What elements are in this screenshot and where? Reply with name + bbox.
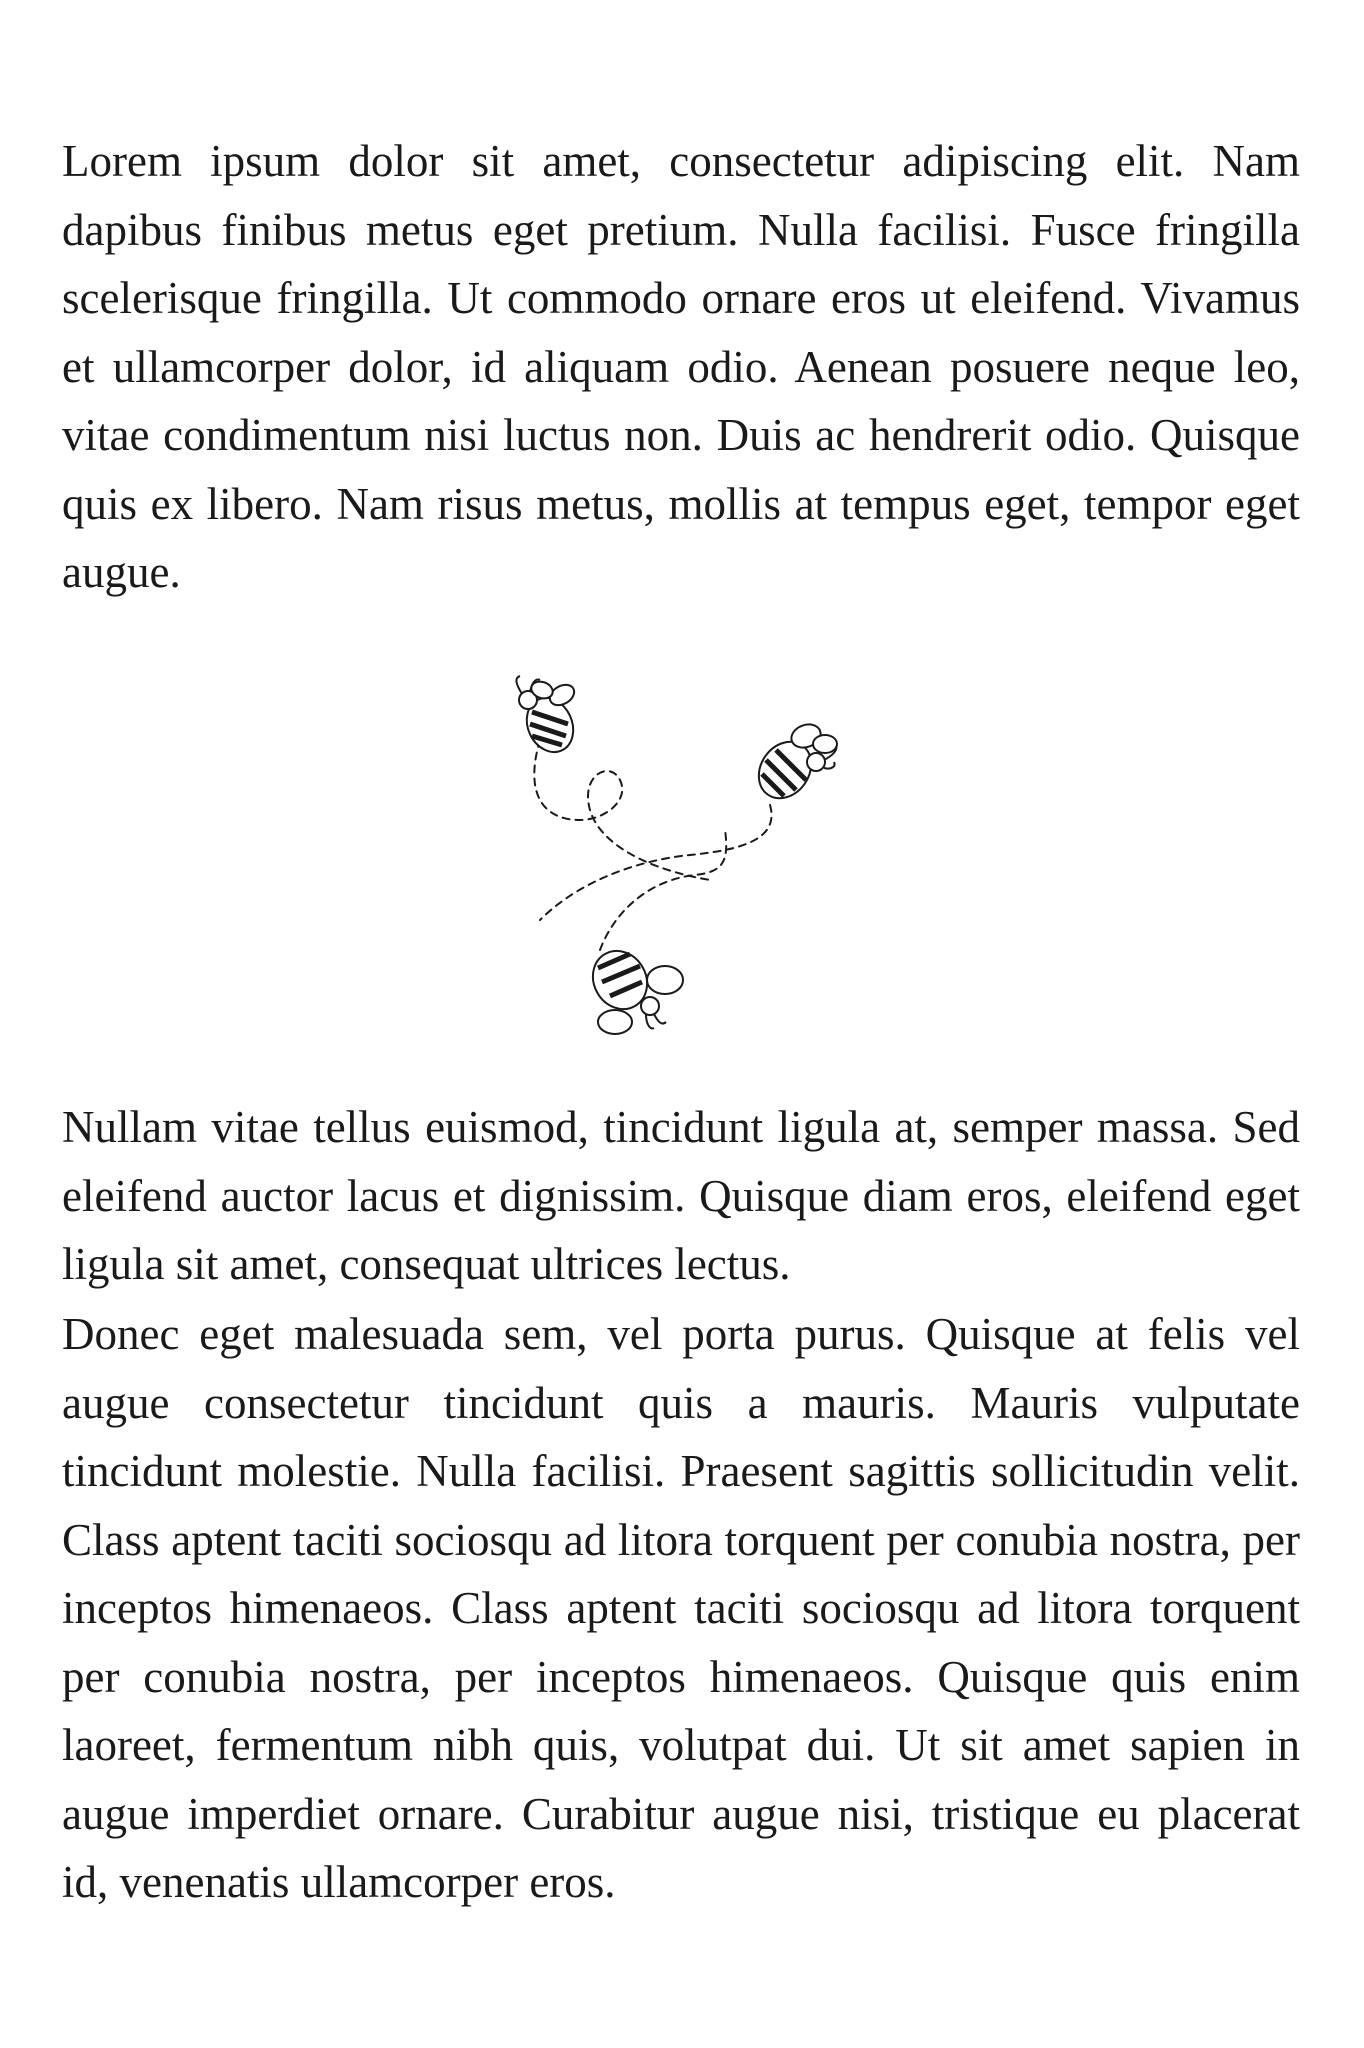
bees-icon: [480, 650, 900, 1070]
bees-illustration: [480, 650, 900, 1070]
bee-top-left: [516, 676, 581, 760]
paragraph-2: Nullam vitae tellus euismod, tincidunt ligula at, semper massa. Sed eleifend auctor lacus et dignissim. Quisque diam eros, eleifend eget ligula sit amet, consequat ultrices lectus.: [62, 1102, 1300, 1289]
bee-bottom: [582, 941, 683, 1034]
paragraph-3: Donec eget malesuada sem, vel porta purus. Quisque at felis vel augue consectetur tincidunt quis a mauris. Mauris vulputate tincidunt molestie. Nulla facilisi. Praesent sagittis sollicitudin velit. Class aptent taciti sociosqu ad litora torquent per conubia nostra, per inceptos himenaeos. Class aptent taciti sociosqu ad litora torquent per conubia nostra, per inceptos himenaeos. Quisque quis enim laoreet, fermentum nibh quis, volutpat dui. Ut sit amet sapien in augue imperdiet ornare. Curabitur augue nisi, tristique eu placerat id, venenatis ullamcorper eros.: [62, 1309, 1300, 1907]
bee-right: [748, 721, 837, 809]
paragraph-1: Lorem ipsum dolor sit amet, consectetur adipiscing elit. Nam dapibus finibus metus eget pretium. Nulla facilisi. Fusce fringilla scelerisque fringilla. Ut commodo ornare eros ut eleifend. Vivamus et ullamcorper dolor, id aliquam odio. Aenean posuere neque leo, vitae condimentum nisi luctus non. Duis ac hendrerit odio. Quisque quis ex libero. Nam risus metus, mollis at tempus eget, tempor eget augue.: [62, 136, 1300, 597]
